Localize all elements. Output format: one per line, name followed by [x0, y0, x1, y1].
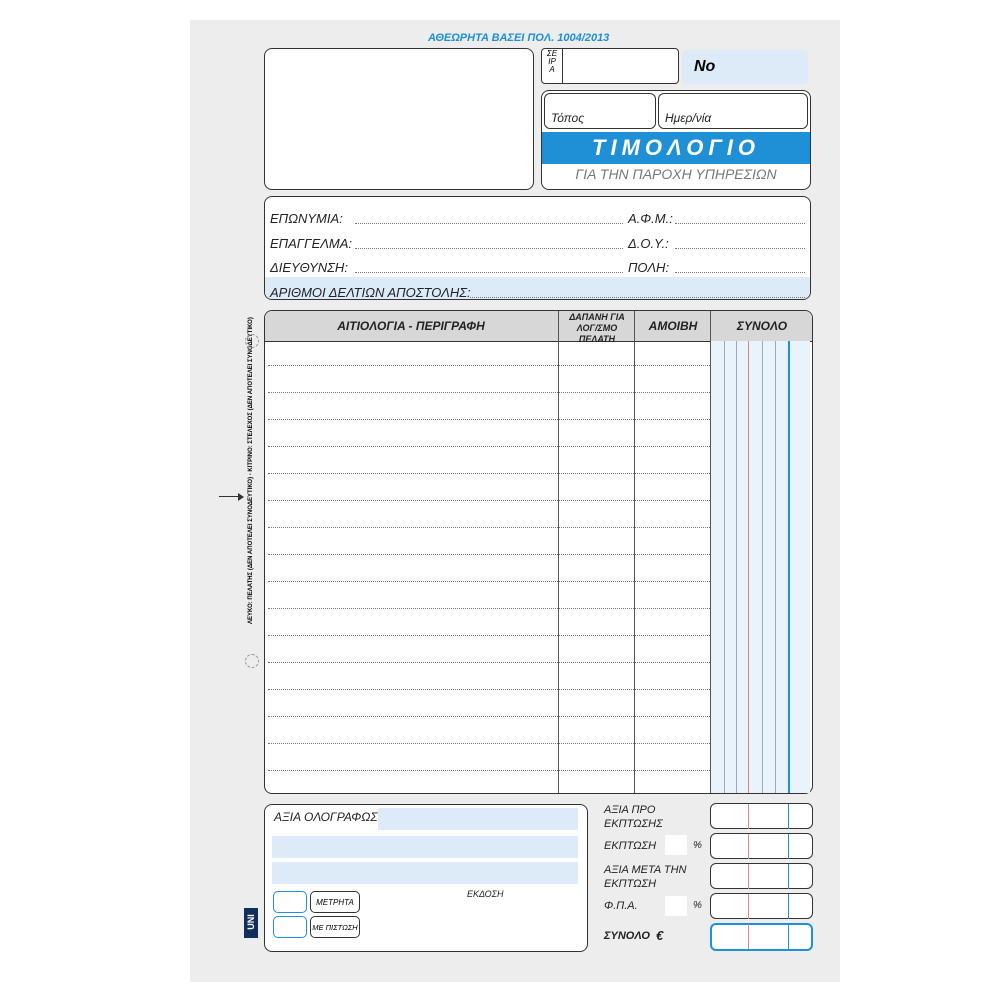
discount-field[interactable]	[710, 833, 813, 859]
table-row[interactable]	[268, 392, 710, 393]
grand-total-field[interactable]	[710, 923, 813, 951]
summary-divider	[748, 804, 749, 829]
amount-words-field-3[interactable]	[272, 862, 578, 884]
delivery-notes-label: ΑΡΙΘΜΟΙ ΔΕΛΤΙΩΝ ΑΠΟΣΤΟΛΗΣ:	[270, 285, 471, 300]
profession-field[interactable]	[355, 248, 623, 249]
table-row[interactable]	[268, 473, 710, 474]
value-after-discount-field[interactable]	[710, 863, 813, 889]
summary-divider	[748, 834, 749, 859]
doy-label: Δ.Ο.Υ.:	[628, 236, 669, 251]
summary-divider	[748, 894, 749, 919]
afm-label: Α.Φ.Μ.:	[628, 211, 673, 226]
date-label: Ημερ/νία	[665, 111, 712, 125]
amount-words-field-2[interactable]	[272, 836, 578, 858]
table-row[interactable]	[268, 365, 710, 366]
title-banner	[542, 132, 810, 164]
number-field[interactable]	[682, 50, 808, 84]
seira-label: ΣΕΙΡΑ	[546, 49, 558, 74]
table-row[interactable]	[268, 716, 710, 717]
total-label: ΣΥΝΟΛΟ	[604, 930, 650, 942]
col-expense: ΔΑΠΑΝΗ ΓΙΑ ΛΟΓ/ΣΜΟ ΠΕΛΑΤΗ	[569, 312, 625, 344]
summary-divider	[788, 894, 789, 919]
vat-field[interactable]	[710, 893, 813, 919]
cash-checkbox[interactable]	[273, 891, 307, 913]
number-label: No	[694, 58, 716, 75]
arrow-head-icon	[238, 493, 244, 501]
cash-option	[310, 891, 360, 913]
address-field[interactable]	[355, 272, 623, 273]
summary-divider	[748, 864, 749, 889]
value-before-discount-field[interactable]	[710, 803, 813, 829]
items-table	[264, 310, 813, 794]
copy-side-note: ΛΕΥΚΟ: ΠΕΛΑΤΗΣ (ΔΕΝ ΑΠΟΤΕΛΕΙ ΣΥΝΟΔΕΥΤΙΚΟ) - ΚΙΤΡΙΝΟ: ΣΤΕΛΕΧΟΣ (ΔΕΝ ΑΠΟΤΕΛΕΙ ΣΥΝΟΔΕΥΤΙΚΟ)	[248, 317, 254, 624]
table-row[interactable]	[268, 554, 710, 555]
credit-checkbox[interactable]	[273, 916, 307, 938]
table-row[interactable]	[268, 743, 710, 744]
summary-divider	[748, 924, 749, 949]
table-row[interactable]	[268, 635, 710, 636]
table-row[interactable]	[268, 662, 710, 663]
city-field[interactable]	[675, 272, 805, 273]
doy-field[interactable]	[675, 248, 805, 249]
summary-divider	[788, 924, 789, 949]
credit-option	[310, 916, 360, 938]
col-fee: ΑΜΟΙΒΗ	[648, 319, 698, 333]
summary-divider	[788, 804, 789, 829]
euro-sign: €	[656, 928, 664, 943]
punch-hole-icon	[245, 654, 259, 668]
vat-percent-field[interactable]	[665, 896, 687, 916]
place-label: Τόπος	[551, 111, 585, 125]
table-row[interactable]	[268, 500, 710, 501]
discount-percent-field[interactable]	[665, 835, 687, 855]
discount-percent-sign: %	[693, 840, 702, 851]
delivery-notes-field[interactable]	[470, 297, 805, 298]
credit-label: ΜΕ ΠΙΣΤΩΣΗ	[312, 923, 358, 932]
document-subtitle: ΓΙΑ ΤΗΝ ΠΑΡΟΧΗ ΥΠΗΡΕΣΙΩΝ	[575, 166, 777, 182]
table-row[interactable]	[268, 608, 710, 609]
name-label: ΕΠΩΝΥΜΙΑ:	[270, 211, 343, 226]
discount-label: ΕΚΠΤΩΣΗ	[604, 840, 657, 852]
date-field[interactable]	[658, 93, 808, 129]
seira-box	[541, 48, 679, 84]
title-box	[541, 90, 811, 190]
cash-label: ΜΕΤΡΗΤΑ	[316, 898, 354, 907]
afm-field[interactable]	[675, 223, 805, 224]
col-total: ΣΥΝΟΛΟ	[736, 319, 788, 333]
punch-hole-icon	[245, 334, 259, 348]
vat-label: Φ.Π.Α.	[604, 900, 638, 912]
summary-divider	[788, 864, 789, 889]
col-description: ΑΙΤΙΟΛΟΓΙΑ - ΠΕΡΙΓΡΑΦΗ	[337, 319, 485, 333]
table-row[interactable]	[268, 446, 710, 447]
profession-label: ΕΠΑΓΓΕΛΜΑ:	[270, 236, 353, 251]
notice-text: ΑΘΕΩΡΗΤΑ ΒΑΣΕΙ ΠΟΛ. 1004/2013	[428, 32, 610, 44]
document-title: ΤΙΜΟΛΟΓΙΟ	[592, 135, 760, 160]
address-label: ΔΙΕΥΘΥΝΣΗ:	[270, 260, 348, 275]
table-row[interactable]	[268, 527, 710, 528]
amount-words-field[interactable]	[378, 808, 578, 830]
company-logo-box	[264, 48, 534, 190]
name-field[interactable]	[355, 223, 623, 224]
value-before-discount-label: ΑΞΙΑ ΠΡΟ ΕΚΠΤΩΣΗΣ	[604, 804, 663, 830]
vat-percent-sign: %	[693, 900, 702, 911]
brand-text: UNI	[246, 914, 256, 930]
city-label: ΠΟΛΗ:	[628, 260, 670, 275]
place-field[interactable]	[544, 93, 656, 129]
issue-label: ΕΚΔΟΣΗ	[467, 889, 504, 899]
table-row[interactable]	[268, 770, 710, 771]
summary-divider	[788, 834, 789, 859]
table-row[interactable]	[268, 689, 710, 690]
table-row[interactable]	[268, 419, 710, 420]
amount-words-label: ΑΞΙΑ ΟΛΟΓΡΑΦΩΣ	[274, 810, 378, 824]
brand-logo	[244, 908, 258, 938]
value-after-discount-label: ΑΞΙΑ ΜΕΤΑ ΤΗΝ ΕΚΠΤΩΣΗ	[604, 864, 687, 890]
table-row[interactable]	[268, 581, 710, 582]
